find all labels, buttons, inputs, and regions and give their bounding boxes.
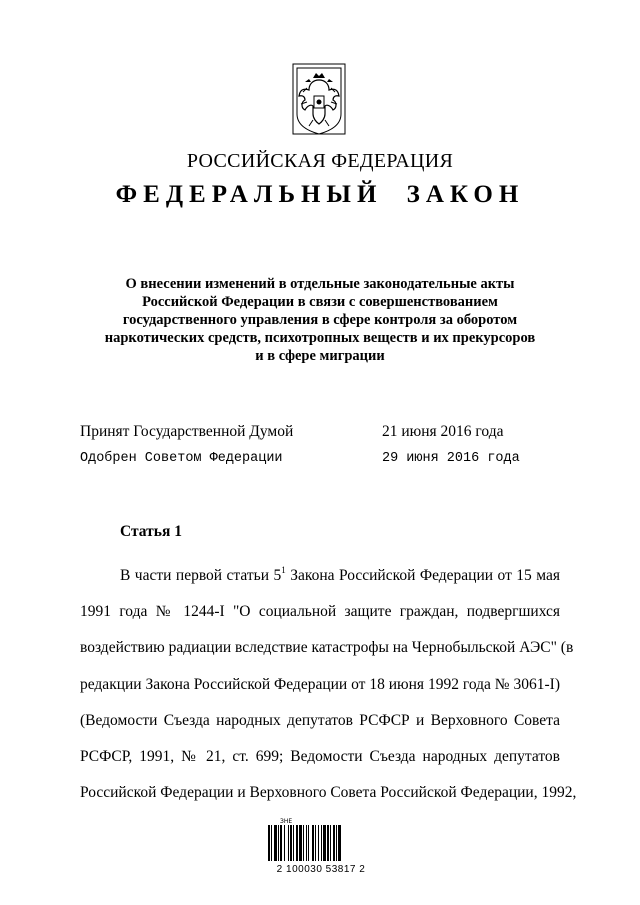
barcode-bar (318, 825, 319, 861)
council-approval-date: 29 июня 2016 года (382, 451, 520, 466)
article-line: редакции Закона Российской Федерации от 18 июня 1992 года № 3061-I) (80, 675, 560, 693)
barcode-bar (296, 825, 298, 861)
barcode-bar (338, 825, 341, 861)
barcode (266, 818, 376, 878)
barcode-bars (268, 825, 372, 861)
article-body (80, 558, 577, 811)
barcode-bar (271, 825, 272, 861)
law-title (60, 275, 580, 365)
barcode-bar (327, 825, 329, 861)
article-line-part: Закона Российской Федерации от 15 мая (285, 567, 560, 584)
article-line (80, 558, 560, 594)
article-heading: Статья 1 (120, 523, 182, 540)
article-line: воздействию радиации вследствие катастрофы на Чернобыльской АЭС" (в (80, 639, 574, 657)
country-name: РОССИЙСКАЯ ФЕДЕРАЦИЯ (186, 150, 454, 172)
barcode-bar (280, 825, 282, 861)
article-line: 1991 года № 1244-I "О социальной защите граждан, подвергшихся (80, 603, 560, 621)
barcode-bar (315, 825, 316, 861)
barcode-bar (288, 825, 289, 861)
barcode-top-label: ЗНЕ (280, 818, 293, 825)
law-title-line: государственного управления в сфере контроля за оборотом (122, 312, 518, 328)
state-emblem (283, 62, 355, 138)
barcode-bar (333, 825, 335, 861)
barcode-bar (278, 825, 279, 861)
barcode-bar (303, 825, 304, 861)
duma-adoption-date: 21 июня 2016 года (382, 423, 504, 440)
article-line: РСФСР, 1991, № 21, ст. 699; Ведомости Съезда народных депутатов (80, 747, 560, 765)
barcode-bar (293, 825, 294, 861)
article-line-part: В части первой статьи 5 (120, 567, 282, 584)
duma-adoption-label: Принят Государственной Думой (80, 423, 294, 440)
barcode-bar (308, 825, 309, 861)
law-title-line: и в сфере миграции (255, 348, 385, 364)
law-title-line: Российской Федерации в связи с совершенствованием (142, 294, 498, 310)
barcode-bar (290, 825, 292, 861)
barcode-bar (274, 825, 277, 861)
barcode-bar (330, 825, 331, 861)
law-title-line: О внесении изменений в отдельные законодательные акты (125, 276, 515, 292)
barcode-bar (312, 825, 314, 861)
document-type: ФЕДЕРАЛЬНЫЙ ЗАКОН (115, 181, 525, 208)
barcode-bar (336, 825, 337, 861)
barcode-bar (284, 825, 285, 861)
council-approval-label: Одобрен Советом Федерации (80, 451, 283, 466)
barcode-bar (299, 825, 302, 861)
barcode-number: 2 100030 53817 2 (276, 864, 366, 875)
article-line: (Ведомости Съезда народных депутатов РСФСР и Верховного Совета (80, 711, 560, 729)
article-line: Российской Федерации и Верховного Совета Российской Федерации, 1992, (80, 784, 577, 802)
barcode-bar (321, 825, 322, 861)
superscript: 1 (281, 565, 286, 575)
law-title-line: наркотических средств, психотропных веществ и их прекурсоров (104, 330, 536, 346)
barcode-bar (323, 825, 326, 861)
barcode-bar (306, 825, 307, 861)
barcode-bar (268, 825, 270, 861)
